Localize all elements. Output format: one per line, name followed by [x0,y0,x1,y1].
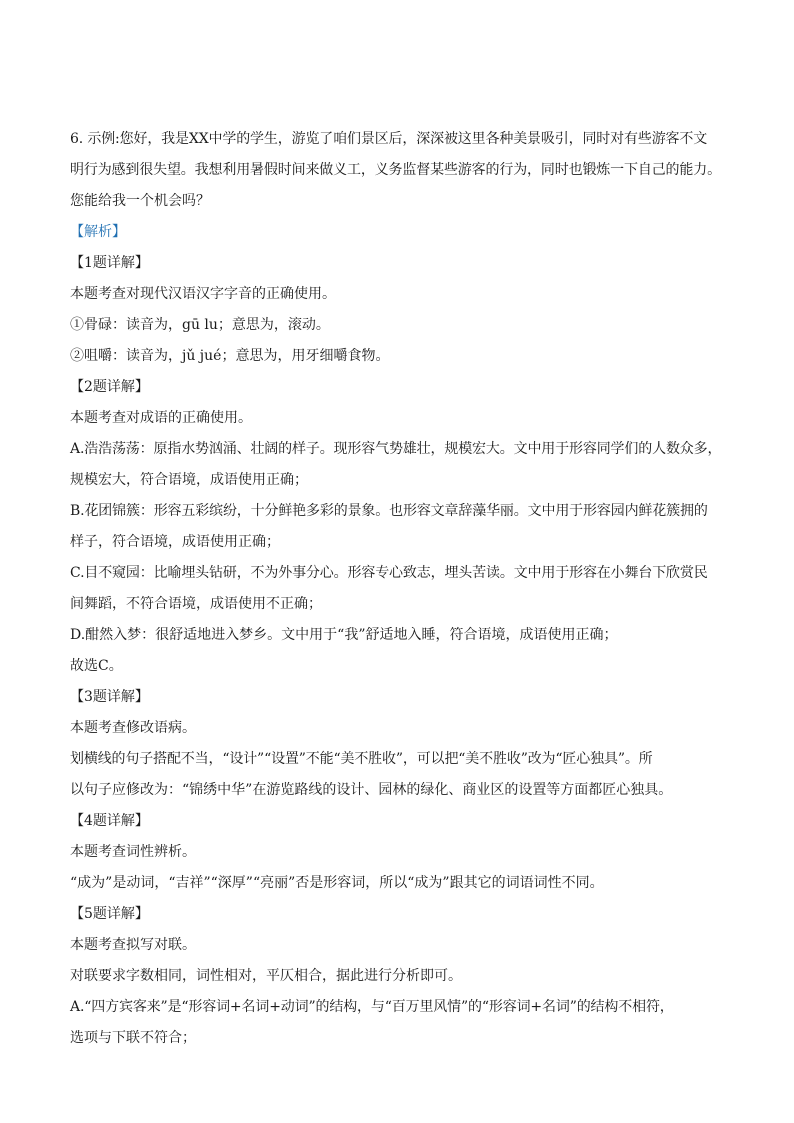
q3-explanation-line-1: 划横线的句子搭配不当，“设计”“设置”不能“美不胜收”，可以把“美不胜收”改为“匠心独具”。所 [70,751,653,767]
answer-6-line-3: 您能给我一个机会吗？ [70,193,210,209]
q2-heading: 【2题详解】 [70,379,149,395]
q1-item-2: ②咀嚼：读音为，jǔ jué；意思为，用牙细嚼食物。 [70,348,390,364]
q1-intro: 本题考查对现代汉语汉字字音的正确使用。 [70,286,336,302]
document-page [70,124,730,1054]
q2-option-c-line-1: C.目不窥园：比喻埋头钻研，不为外事分心。形容专心致志，埋头苦读。文中用于形容在小舞台下欣赏民 [70,565,708,581]
q3-explanation-line-2: 以句子应修改为：“锦绣中华”在游览路线的设计、园林的绿化、商业区的设置等方面都匠心独具。 [70,782,673,798]
q4-explanation: “成为”是动词，“吉祥”“深厚”“亮丽”否是形容词，所以“成为”跟其它的词语词性不同。 [70,875,604,891]
q5-option-a-line-2: 选项与下联不符合； [70,1030,196,1046]
answer-6-line-2: 明行为感到很失望。我想利用暑假时间来做义工，义务监督某些游客的行为，同时也锻炼一下自己的能力。 [70,162,721,178]
q2-option-b-line-2: 样子，符合语境，成语使用正确； [70,534,280,550]
answer-6-line-1: 6. 示例:您好，我是XX中学的学生，游览了咱们景区后，深深被这里各种美景吸引，同时对有些游客不文 [70,131,708,147]
q2-answer: 故选C。 [70,658,123,674]
q2-option-a-line-2: 规模宏大，符合语境，成语使用正确； [70,472,308,488]
q2-intro: 本题考查对成语的正确使用。 [70,410,252,426]
q2-option-b-line-1: B.花团锦簇：形容五彩缤纷，十分鲜艳多彩的景象。也形容文章辞藻华丽。文中用于形容园内鲜花簇拥的 [70,503,708,519]
q4-heading: 【4题详解】 [70,813,149,829]
analysis-heading: 【解析】 [70,224,126,240]
q5-rule: 对联要求字数相同，词性相对，平仄相合，据此进行分析即可。 [70,968,462,984]
q5-option-a-line-1: A.“四方宾客来”是“形容词+名词+动词”的结构，与“百万里风情”的“形容词+名词”的结构不相符， [70,999,674,1015]
q2-option-c-line-2: 间舞蹈，不符合语境，成语使用不正确； [70,596,322,612]
q5-heading: 【5题详解】 [70,906,149,922]
q3-heading: 【3题详解】 [70,689,149,705]
q5-intro: 本题考查拟写对联。 [70,937,196,953]
q2-option-d: D.酣然入梦：很舒适地进入梦乡。文中用于“我”舒适地入睡，符合语境，成语使用正确； [70,627,618,643]
q3-intro: 本题考查修改语病。 [70,720,196,736]
q1-item-1: ①骨碌：读音为，gū lu；意思为，滚动。 [70,317,330,333]
q1-heading: 【1题详解】 [70,255,149,271]
q4-intro: 本题考查词性辨析。 [70,844,196,860]
q2-option-a-line-1: A.浩浩荡荡：原指水势汹涌、壮阔的样子。现形容气势雄壮，规模宏大。文中用于形容同学们的人数众多， [70,441,722,457]
